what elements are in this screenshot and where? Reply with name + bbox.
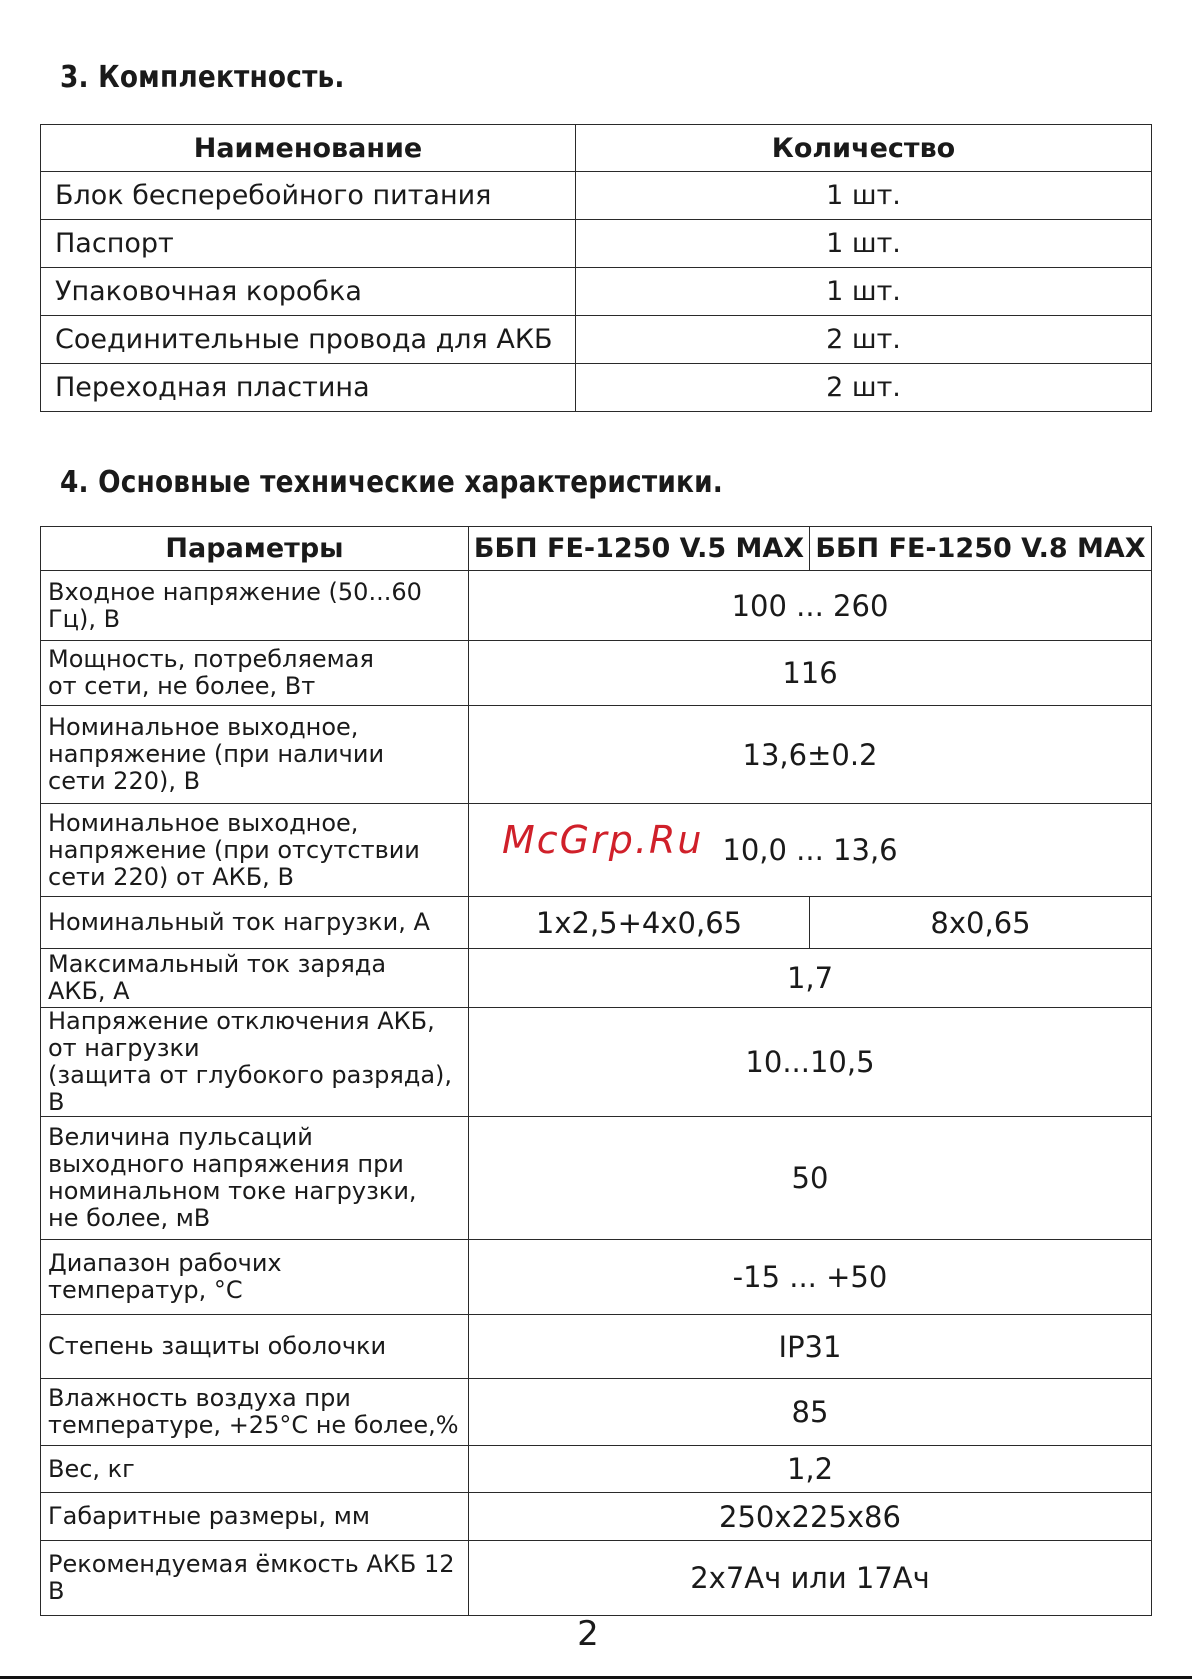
table-row <box>41 1493 1152 1541</box>
param-line: АКБ, А <box>48 977 130 1005</box>
value-cell: 116 <box>469 641 1152 706</box>
item-name: Паспорт <box>41 220 576 268</box>
section-3-title: 3. Комплектность. <box>60 60 345 95</box>
value-cell: -15 ... +50 <box>469 1240 1152 1315</box>
value-cell: 10,0 ... 13,6 <box>469 804 1152 897</box>
param-line: Диапазон рабочих <box>48 1249 282 1277</box>
param-cell <box>41 1379 469 1446</box>
table-row <box>41 949 1152 1008</box>
item-name: Соединительные провода для АКБ <box>41 316 576 364</box>
param-cell <box>41 1446 469 1493</box>
value-cell: 13,6±0.2 <box>469 706 1152 804</box>
param-line: температуре, +25°С не более,% <box>48 1411 459 1439</box>
param-line: номинальном токе нагрузки, <box>48 1177 417 1205</box>
value-cell-v8: 8х0,65 <box>810 897 1152 949</box>
param-cell <box>41 1008 469 1117</box>
value-cell: 2х7Ач или 17Ач <box>469 1541 1152 1616</box>
item-quantity: 1 шт. <box>576 172 1152 220</box>
table-row <box>41 268 1152 316</box>
param-line: Номинальное выходное, <box>48 808 359 837</box>
table-row <box>41 1379 1152 1446</box>
item-name: Блок бесперебойного питания <box>41 172 576 220</box>
value-cell: 10...10,5 <box>469 1008 1152 1117</box>
param-cell <box>41 1315 469 1379</box>
param-line: Номинальное выходное, <box>48 713 359 741</box>
item-quantity: 2 шт. <box>576 364 1152 412</box>
param-cell <box>41 706 469 804</box>
table-row <box>41 1446 1152 1493</box>
param-line: Рекомендуемая ёмкость АКБ 12 В <box>48 1550 455 1605</box>
param-cell <box>41 1493 469 1541</box>
table-row <box>41 1008 1152 1117</box>
param-line: Габаритные размеры, мм <box>48 1502 370 1530</box>
table-row <box>41 1117 1152 1240</box>
param-line: сети 220) от АКБ, В <box>48 862 294 891</box>
completeness-table <box>40 124 1152 412</box>
value-cell: 1,7 <box>469 949 1152 1008</box>
value-cell: 100 ... 260 <box>469 571 1152 641</box>
table-row <box>41 706 1152 804</box>
value-cell: 1,2 <box>469 1446 1152 1493</box>
value-cell: 50 <box>469 1117 1152 1240</box>
param-line: Влажность воздуха при <box>48 1384 351 1412</box>
param-cell <box>41 571 469 641</box>
table-row <box>41 172 1152 220</box>
param-cell <box>41 1117 469 1240</box>
param-line: Величина пульсаций <box>48 1123 313 1151</box>
table-row <box>41 1315 1152 1379</box>
value-cell-v5: 1х2,5+4х0,65 <box>469 897 810 949</box>
param-line: выходного напряжения при <box>48 1150 404 1178</box>
param-cell <box>41 949 469 1008</box>
param-line: Номинальный ток нагрузки, А <box>48 908 430 936</box>
param-line: от сети, не более, Вт <box>48 672 316 700</box>
item-name: Переходная пластина <box>41 364 576 412</box>
param-cell <box>41 641 469 706</box>
table-row <box>41 1541 1152 1616</box>
param-cell <box>41 804 469 897</box>
param-line: Напряжение отключения АКБ, <box>48 1007 435 1035</box>
table-row <box>41 1240 1152 1315</box>
page-number: 2 <box>577 1614 599 1654</box>
item-name: Упаковочная коробка <box>41 268 576 316</box>
param-cell <box>41 1240 469 1315</box>
param-line: напряжение (при отсутствии <box>48 835 420 864</box>
item-quantity: 1 шт. <box>576 220 1152 268</box>
param-line: напряжение (при наличии <box>48 740 385 768</box>
value-cell: IP31 <box>469 1315 1152 1379</box>
param-line: сети 220), В <box>48 767 201 795</box>
param-line: температур, °С <box>48 1276 243 1304</box>
param-line: Мощность, потребляемая <box>48 645 374 673</box>
param-line: Максимальный ток заряда <box>48 950 387 978</box>
param-cell <box>41 1541 469 1616</box>
section-4-title: 4. Основные технические характеристики. <box>60 465 723 500</box>
param-line: от нагрузки <box>48 1034 200 1062</box>
param-line: не более, мВ <box>48 1204 211 1232</box>
table-row <box>41 316 1152 364</box>
watermark: McGrp.Ru <box>502 818 704 862</box>
item-quantity: 1 шт. <box>576 268 1152 316</box>
table-header-row <box>41 527 1152 571</box>
specifications-table <box>40 526 1152 1616</box>
header-parameters: Параметры <box>41 527 469 571</box>
table-row <box>41 364 1152 412</box>
header-model-v8: ББП FE-1250 V.8 MAX <box>810 527 1152 571</box>
table-header-row <box>41 125 1152 172</box>
table-row <box>41 571 1152 641</box>
value-cell: 85 <box>469 1379 1152 1446</box>
header-name: Наименование <box>41 125 576 172</box>
param-line: Входное напряжение (50...60 Гц), В <box>48 577 422 633</box>
header-quantity: Количество <box>576 125 1152 172</box>
value-cell: 250х225х86 <box>469 1493 1152 1541</box>
item-quantity: 2 шт. <box>576 316 1152 364</box>
table-row <box>41 641 1152 706</box>
param-line: Степень защиты оболочки <box>48 1332 387 1360</box>
param-line: Вес, кг <box>48 1454 135 1483</box>
header-model-v5: ББП FE-1250 V.5 MAX <box>469 527 810 571</box>
param-cell <box>41 897 469 949</box>
param-line: (защита от глубокого разряда), В <box>48 1061 453 1116</box>
table-row <box>41 897 1152 949</box>
table-row <box>41 220 1152 268</box>
